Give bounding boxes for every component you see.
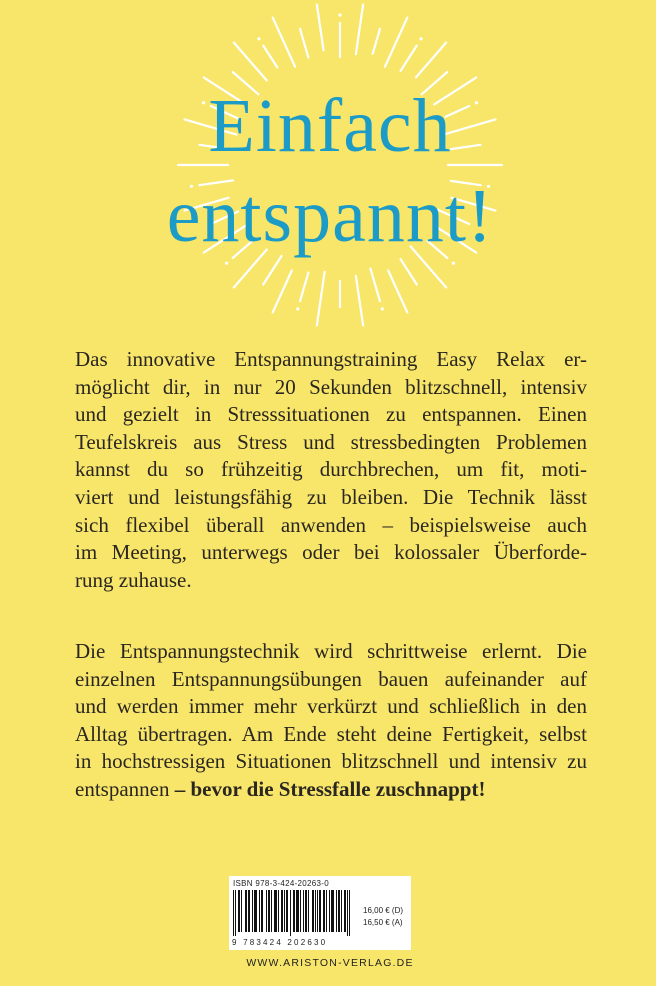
- sunburst-ray: [263, 256, 281, 285]
- text-line: möglicht dir, in nur 20 Sekunden blitzschnell, intensiv: [75, 374, 587, 399]
- title-line-1: Einfach: [208, 84, 452, 168]
- barcode-bar: [249, 890, 250, 932]
- sunburst-dot: [338, 13, 341, 16]
- final-regular-text: entspannen: [75, 776, 175, 801]
- barcode-bar: [305, 890, 306, 932]
- barcode-bar: [281, 890, 282, 932]
- barcode-bar: [275, 890, 276, 932]
- text-line: Teufelskreis aus Stress und stressbedingten Problemen: [75, 429, 587, 454]
- barcode-bar: [297, 890, 298, 932]
- text-line: kannst du so frühzeitig durchbrechen, um fit, moti-: [75, 457, 587, 482]
- sunburst-ray: [401, 46, 417, 71]
- sunburst-ray: [416, 43, 446, 78]
- barcode-bar: [282, 890, 283, 932]
- barcode-number: 9 783424 202630: [232, 938, 328, 947]
- barcode-bar: [259, 890, 260, 932]
- text-line: in hochstressigen Situationen blitzschnell und intensiv zu: [75, 749, 587, 774]
- sunburst-dot: [452, 262, 455, 265]
- barcode-bar: [254, 890, 255, 932]
- barcode-bar: [317, 890, 318, 932]
- text-line: Das innovative Entspannungstraining Easy Relax er-: [75, 347, 587, 371]
- barcode-bar: [303, 890, 304, 932]
- price-germany: 16,00 € (D): [363, 906, 404, 915]
- barcode-bar: [287, 890, 288, 932]
- barcode-bar: [235, 890, 236, 936]
- price-austria: 16,50 € (A): [363, 918, 403, 927]
- barcode-bar: [347, 890, 348, 936]
- barcode-bar: [246, 890, 247, 932]
- sunburst-dot: [381, 307, 384, 310]
- sunburst-ray: [300, 29, 308, 58]
- text-line-final: [75, 776, 587, 804]
- sunburst-ray: [401, 259, 417, 284]
- barcode-bar: [324, 890, 325, 932]
- text-line: einzelnen Entspannungsübungen bauen aufeinander auf: [75, 666, 587, 691]
- barcode-bar: [333, 890, 334, 932]
- barcode-bar: [293, 890, 294, 932]
- barcode-bar: [300, 890, 301, 932]
- sunburst-ray: [370, 269, 380, 302]
- barcode-bar: [312, 890, 313, 932]
- sunburst-ray: [317, 272, 325, 326]
- barcode-bar: [298, 890, 299, 932]
- barcode-bar: [349, 890, 350, 936]
- sunburst-ray: [388, 271, 407, 313]
- sunburst-ray: [300, 273, 308, 302]
- barcode-bar: [256, 890, 257, 932]
- sunburst-ray: [273, 271, 292, 313]
- barcode-bar: [331, 890, 332, 932]
- barcode-bar: [233, 890, 234, 936]
- isbn-label: ISBN 978-3-424-20263-0: [233, 879, 329, 888]
- barcode-bar: [271, 890, 272, 932]
- barcode-bar: [238, 890, 239, 932]
- barcode-bar: [290, 890, 291, 936]
- barcode-bar: [315, 890, 316, 932]
- barcode-bar: [278, 890, 279, 932]
- barcode-bar: [261, 890, 262, 932]
- barcode-bars: [233, 890, 355, 936]
- sunburst-ray: [385, 18, 407, 67]
- barcode-bar: [276, 890, 277, 932]
- sunburst-ray: [373, 29, 380, 54]
- description-paragraph-2: [75, 638, 587, 804]
- barcode-bar: [274, 890, 275, 932]
- barcode-bar: [345, 890, 346, 932]
- barcode-bar: [252, 890, 253, 932]
- description-paragraph-1: [75, 346, 587, 594]
- barcode-bar: [338, 890, 339, 932]
- barcode-bar: [326, 890, 327, 932]
- barcode-bar: [341, 890, 342, 932]
- barcode-bar: [320, 890, 321, 932]
- barcode-bar: [313, 890, 314, 932]
- text-line: und werden immer mehr verkürzt und schließlich in den: [75, 694, 587, 719]
- barcode-bar: [284, 890, 285, 932]
- final-bold-text: – bevor die Stressfalle zuschnappt!: [174, 776, 486, 801]
- text-line: Die Entspannungstechnik wird schrittweise erlernt. Die: [75, 639, 587, 663]
- barcode-bar: [323, 890, 324, 932]
- text-line: Alltag übertragen. Am Ende steht deine Fertigkeit, selbst: [75, 721, 587, 746]
- barcode-bar: [266, 890, 267, 932]
- sunburst-ray: [263, 46, 277, 68]
- barcode-bar: [336, 890, 337, 932]
- text-line: rung zuhause.: [75, 567, 192, 592]
- barcode-bar: [339, 890, 340, 932]
- barcode-bar: [294, 890, 295, 932]
- text-line: im Meeting, unterwegs oder bei kolossaler Überforde-: [75, 540, 587, 565]
- barcode-bar: [268, 890, 269, 932]
- barcode-bar: [344, 890, 345, 932]
- text-line: sich flexibel überall anwenden – beispielsweise auch: [75, 512, 587, 537]
- barcode-bar: [306, 890, 307, 932]
- barcode-bar: [269, 890, 270, 932]
- publisher-url: WWW.ARISTON-VERLAG.DE: [246, 957, 414, 969]
- barcode-bar: [296, 890, 297, 932]
- barcode-bar: [329, 890, 330, 932]
- sunburst-dot: [420, 37, 423, 40]
- barcode-bar: [262, 890, 263, 932]
- barcode-bar: [248, 890, 249, 932]
- sunburst-dot: [225, 262, 228, 265]
- barcode-bar: [332, 890, 333, 932]
- barcode-bar: [286, 890, 287, 932]
- barcode-bar: [245, 890, 246, 932]
- sunburst-ray: [234, 43, 267, 81]
- sunburst-ray: [356, 276, 363, 326]
- barcode-bar: [319, 890, 320, 932]
- sunburst-dot: [257, 37, 260, 40]
- text-line: und gezielt in Stresssituationen zu entspannen. Einen: [75, 402, 587, 427]
- title-line-2: entspannt!: [166, 174, 494, 258]
- sunburst-dot: [296, 307, 299, 310]
- barcode-bar: [308, 890, 309, 932]
- barcode-bar: [239, 890, 240, 932]
- barcode-bar: [241, 890, 242, 932]
- sunburst-ray: [273, 18, 295, 67]
- sunburst-ray: [356, 5, 363, 55]
- page-edge-right: [656, 0, 660, 1000]
- text-line: viert und leistungsfähig zu bleiben. Die Technik lässt: [75, 484, 587, 509]
- page-edge-bottom: [0, 986, 660, 1000]
- barcode-bar: [255, 890, 256, 932]
- sunburst-ray: [317, 5, 324, 51]
